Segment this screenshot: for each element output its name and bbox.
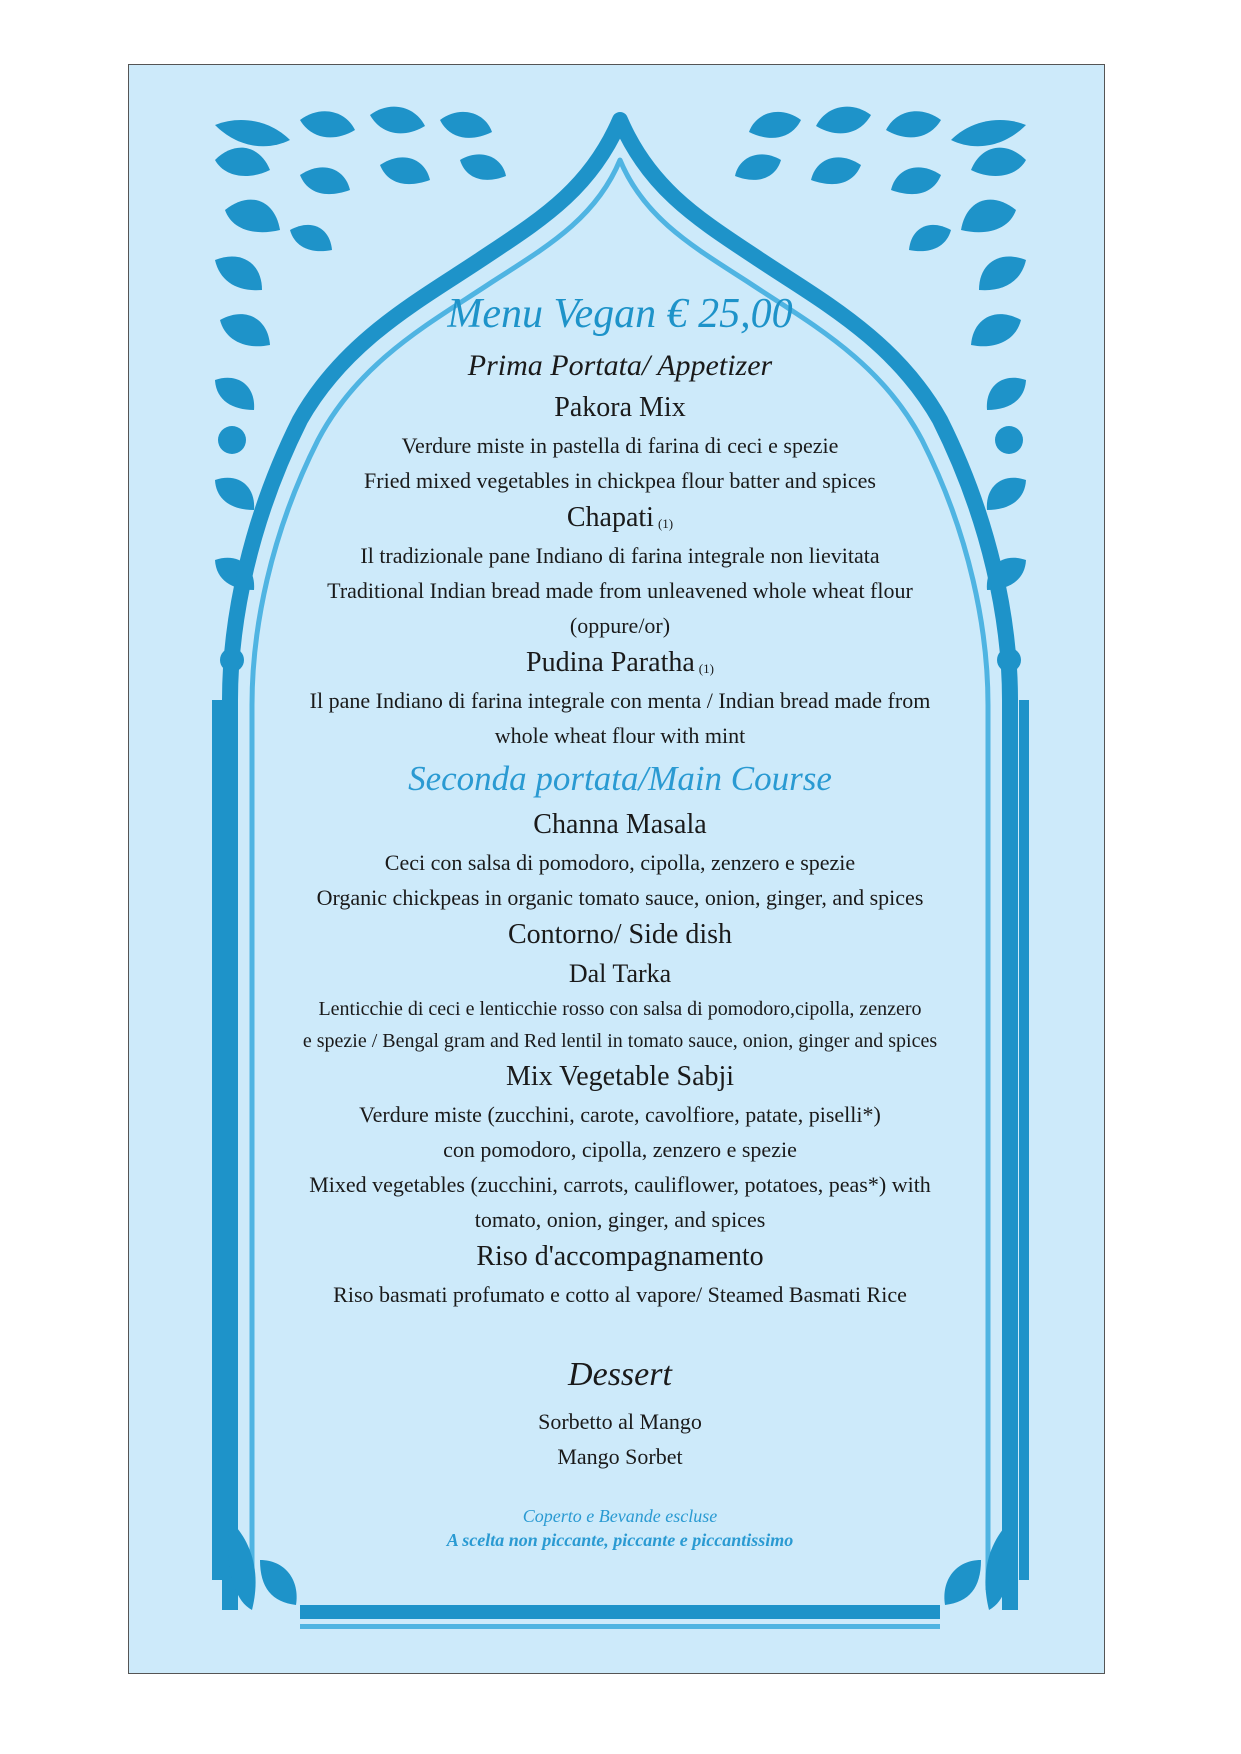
dish-rice: Riso d'accompagnamento (476, 1241, 764, 1272)
dish-desc: whole wheat flour with mint (494, 723, 746, 748)
dish-desc: Traditional Indian bread made from unleavened whole wheat flour (327, 578, 913, 603)
dish-desc: Verdure miste (zucchini, carote, cavolfiore, patate, piselli*) (359, 1102, 881, 1127)
main-course-heading: Seconda portata/Main Course (408, 759, 832, 798)
dish-desc: e spezie / Bengal gram and Red lentil in tomato sauce, onion, ginger and spices (302, 1030, 938, 1052)
spacer (230, 1312, 1010, 1346)
appetizer-heading: Prima Portata/ Appetizer (467, 349, 773, 382)
dish-pakora: Pakora Mix (554, 392, 686, 423)
footnote-mark: (1) (698, 661, 714, 676)
dish-desc: Mixed vegetables (zucchini, carrots, cauliflower, potatoes, peas*) with (309, 1172, 931, 1197)
side-dish-heading: Contorno/ Side dish (507, 919, 732, 950)
footer-note: Coperto e Bevande escluse (522, 1506, 718, 1526)
dish-name: Chapati (566, 502, 654, 533)
dessert-item: Sorbetto al Mango (538, 1409, 702, 1434)
dish-sabji: Mix Vegetable Sabji (505, 1061, 735, 1092)
dish-desc: Riso basmati profumato e cotto al vapore/ Steamed Basmati Rice (333, 1282, 907, 1307)
dish-paratha (230, 643, 1010, 683)
dish-desc: Fried mixed vegetables in chickpea flour batter and spices (364, 468, 876, 493)
dish-desc: Il pane Indiano di farina integrale con menta / Indian bread made from (309, 688, 931, 713)
dish-desc: Ceci con salsa di pomodoro, cipolla, zenzero e spezie (384, 850, 856, 875)
footnote-mark: (1) (657, 516, 674, 531)
dish-dal: Dal Tarka (568, 959, 672, 988)
dish-desc: Lenticchie di ceci e lenticchie rosso con salsa di pomodoro,cipolla, zenzero (318, 998, 922, 1020)
dish-desc: Il tradizionale pane Indiano di farina integrale non lievitata (360, 543, 880, 568)
base-bar (300, 1605, 940, 1619)
dish-desc: tomato, onion, ginger, and spices (474, 1207, 766, 1232)
menu-content (230, 280, 1010, 1552)
dish-desc: Verdure miste in pastella di farina di ceci e spezie (401, 433, 839, 458)
dish-desc: con pomodoro, cipolla, zenzero e spezie (443, 1137, 797, 1162)
dish-channa: Channa Masala (533, 809, 707, 840)
dessert-item: Mango Sorbet (557, 1444, 683, 1469)
dish-desc: Organic chickpeas in organic tomato sauce, onion, ginger, and spices (316, 885, 924, 910)
or-separator: (oppure/or) (569, 613, 671, 638)
dish-chapati (230, 498, 1010, 538)
footer-spice-note: A scelta non piccante, piccante e piccantissimo (446, 1530, 794, 1550)
menu-title: Menu Vegan € 25,00 (447, 291, 793, 337)
dessert-heading: Dessert (568, 1356, 672, 1393)
dish-name: Pudina Paratha (526, 647, 695, 678)
